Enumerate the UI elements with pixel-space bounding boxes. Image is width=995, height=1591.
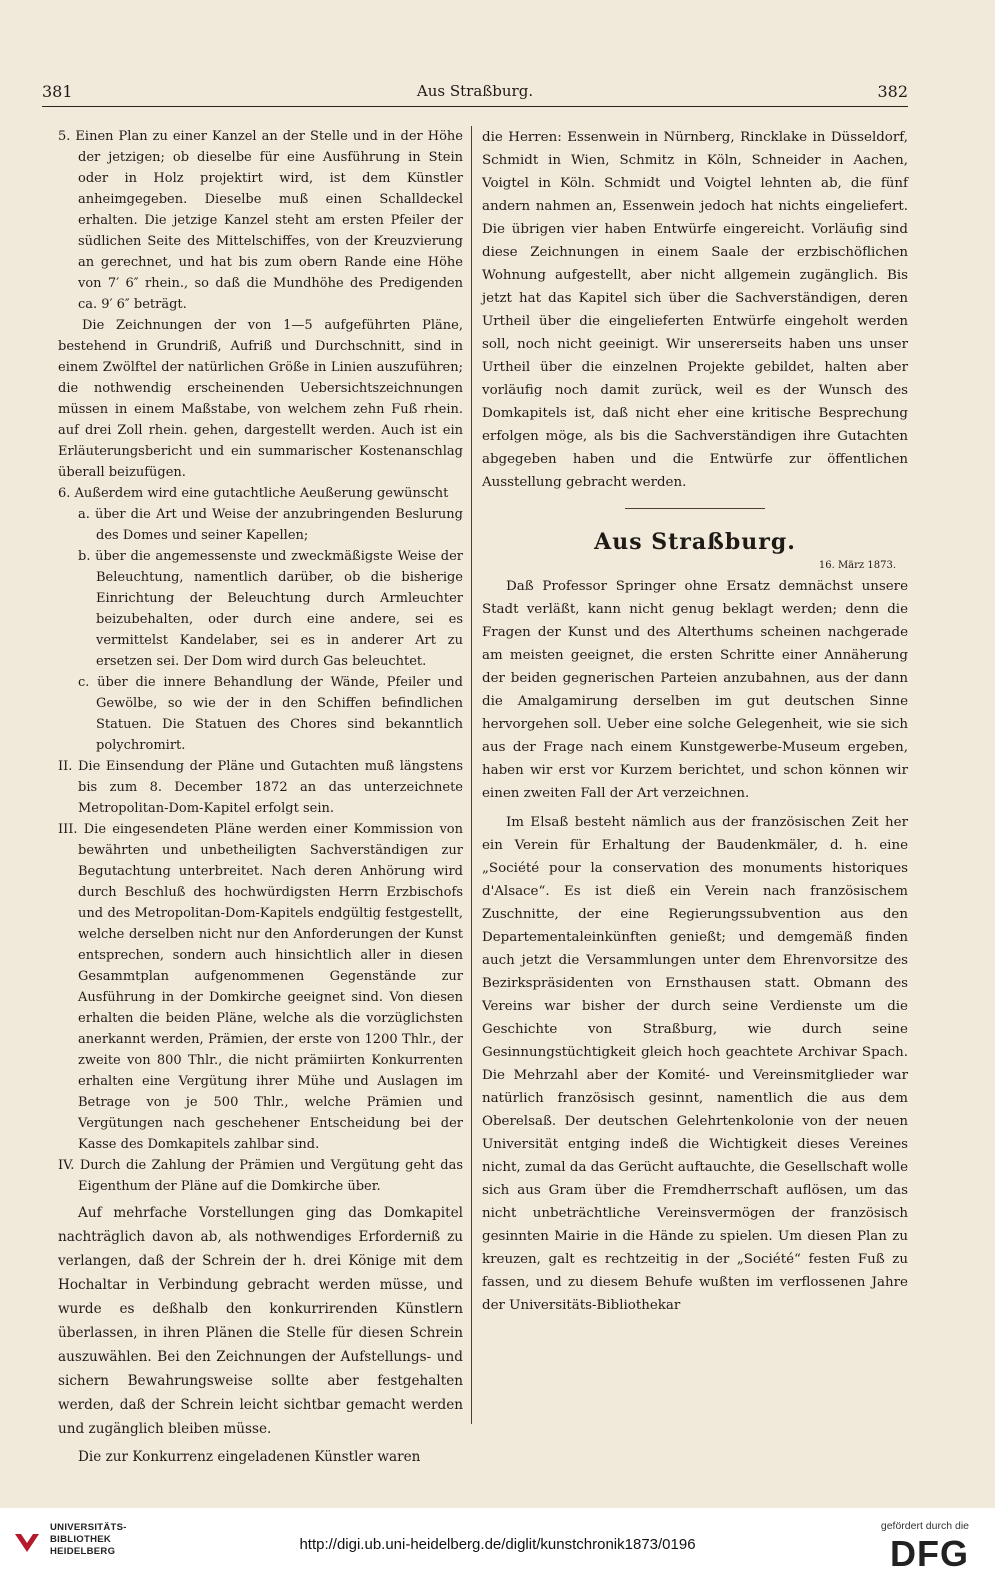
left-paragraph: 5. Einen Plan zu einer Kanzel an der Stelle und in der Höhe der jetzigen; ob dieselbe für eine Ausführung in Stein oder in Holz projektirt wird, ist dem Künstler anheimgegeben. Dieselbe muß einen Schalldeckel erhalten. Die jetzige Kanzel steht am ersten Pfeiler der südlichen Seite des Mittelschiffes, von der Kreuzvierung an gerechnet, und hat bis zum obern Rande eine Höhe von 7′ 6″ rhein., so daß die Mundhöhe des Predigenden ca. 9′ 6″ beträgt.	[58, 129, 463, 312]
source-url-link[interactable]: http://digi.ub.uni-heidelberg.de/diglit/kunstchronik1873/0196	[299, 1536, 696, 1553]
left-paragraph: b. über die angemessenste und zweckmäßigste Weise der Beleuchtung, namentlich darüber, ob die bisherige Einrichtung der Beleuchtung durch Armleuchter beizubehalten, oder durch eine andere, sei es vermittelst Kandelaber, sei es in anderer Art zu ersetzen sei. Der Dom wird durch Gas beleuchtet.	[78, 549, 463, 669]
dfg-logo: DFG	[890, 1533, 969, 1574]
left-paragraph: Die zur Konkurrenz eingeladenen Künstler waren	[78, 1449, 421, 1465]
left-paragraph: II. Die Einsendung der Pläne und Gutachten muß längstens bis zum 8. December 1872 an das unterzeichnete Metropolitan-Dom-Kapitel erfolgt sein.	[58, 759, 463, 816]
page-number-right: 382	[877, 82, 908, 101]
running-head	[42, 78, 908, 107]
left-column	[58, 126, 463, 1465]
left-paragraph: c. über die innere Behandlung der Wände, Pfeiler und Gewölbe, so wie der in den Schiffen befindlichen Statuen. Die Statuen des Chores sind bekanntlich polychromirt.	[78, 675, 463, 753]
funded-by-label: gefördert durch die	[880, 1520, 969, 1532]
left-paragraph: a. über die Art und Weise der anzubringenden Beslurung des Domes und seiner Kapellen;	[78, 507, 463, 543]
right-column	[482, 126, 908, 1426]
dateline: 16. März 1873.	[818, 560, 896, 571]
left-paragraph: 6. Außerdem wird eine gutachtliche Aeußerung gewünscht	[58, 486, 449, 501]
left-paragraph: IV. Durch die Zahlung der Prämien und Vergütung geht das Eigenthum der Pläne auf die Domkirche über.	[58, 1158, 463, 1194]
institution-line: HEIDELBERG	[50, 1546, 116, 1557]
page-number-left: 381	[42, 82, 73, 101]
left-paragraph: Auf mehrfache Vorstellungen ging das Domkapitel nachträglich davon ab, als nothwendiges Erforderniß zu verlangen, daß der Schrein der h. drei Könige mit dem Hochaltar in Verbindung gebracht werden müsse, und wurde es deßhalb den konkurrirenden Künstlern überlassen, in ihren Plänen die Stelle für diesen Schrein auszuwählen. Bei den Zeichnungen der Aufstellungs- und sichern Bewahrungsweise sollte aber festgehalten werden, daß der Schrein leicht sichtbar gemacht werden und zugänglich bleiben müsse.	[58, 1205, 463, 1437]
continuation-paragraph: die Herren: Essenwein in Nürnberg, Rincklake in Düsseldorf, Schmidt in Wien, Schmitz in Köln, Schneider in Aachen, Voigtel in Köln. Schmidt und Voigtel lehnten ab, die fünf andern nahmen an, Essenwein jedoch hat nichts eingeliefert. Die übrigen vier haben Entwürfe eingereicht. Vorläufig sind diese Zeichnungen in einem Saale der erzbischöflichen Wohnung aufgestellt, aber nicht allgemein zugänglich. Bis jetzt hat das Kapitel sich über die Sachverständigen, deren Urtheil über die eingelieferten Entwürfe eingeholt werden soll, noch nicht geeinigt. Wir unsererseits haben uns unser Urtheil über die einzelnen Projekte gebildet, halten aber vorläufig noch damit zurück, weil es der Wunsch des Domkapitels ist, daß nicht eher eine kritische Besprechung erfolgen möge, als bis die Sachverständigen ihre Gutachten abgegeben haben und die Entwürfe zur öffentlichen Ausstellung gebracht werden.	[482, 130, 908, 490]
article-paragraph: Im Elsaß besteht nämlich aus der französischen Zeit her ein Verein für Erhaltung der Baudenkmäler, d. h. eine „Société pour la conservation des monuments historiques d'Alsace“. Es ist dieß ein Verein nach französischem Zuschnitte, der eine Regierungssubvention aus den Departementaleinkünften genießt; und demgemäß finden auch jetzt die Versammlungen unter dem Ehrenvorsitze des Bezirkspräsidenten von Ernsthausen statt. Obmann des Vereins war bisher der durch seine Verdienste um die Geschichte von Straßburg, wie durch seine Gesinnungstüchtigkeit gleich hoch geachtete Archivar Spach. Die Mehrzahl aber der Komité- und Vereinsmitglieder war natürlich französisch gesinnt, namentlich die aus dem Oberelsaß. Der deutschen Gelehrtenkolonie von der neuen Universität entging indeß die Wichtigkeit dieses Vereines nicht, zumal da das Gerücht auftauchte, die Gesellschaft wolle sich aus Gram über die Fremdherrschaft auflösen, um das nicht unbeträchtliche Vereinsvermögen der französisch gesinnten Mairie in die Hände zu spielen. Um diesen Plan zu kreuzen, galt es rechtzeitig in der „Société“ festen Fuß zu fassen, und zu diesem Behufe wußten im verflossenen Jahre der Universitäts-Bibliothekar	[482, 815, 908, 1313]
column-divider	[471, 126, 472, 1424]
institution-line: BIBLIOTHEK	[50, 1534, 112, 1545]
institution-line: UNIVERSITÄTS-	[50, 1522, 127, 1533]
left-paragraph: Die Zeichnungen der von 1—5 aufgeführten Pläne, bestehend in Grundriß, Aufriß und Durchschnitt, sind in einem Zwölftel der natürlichen Größe in Linien auszuführen; die nothwendig erscheinenden Uebersichtszeichnungen müssen in einem Maßstabe, von welchem zehn Fuß rhein. auf drei Zoll rhein. gehen, dargestellt werden. Auch ist ein Erläuterungsbericht und ein summarischer Kostenanschlag überall beizufügen.	[58, 318, 463, 480]
left-paragraph: III. Die eingesendeten Pläne werden einer Kommission von bewährten und unbetheiligten Sachverständigen zur Begutachtung unterbreitet. Nach deren Anhörung wird durch Beschluß des hochwürdigsten Herrn Erzbischofs und des Metropolitan-Dom-Kapitels endgültig festgestellt, welche derselben nicht nur den Anforderungen der Kunst entsprechen, sondern auch hinsichtlich aller in diesen Gesammtplan aufgenommenen Gegenstände zur Ausführung in der Domkirche geeignet sind. Von diesen erhalten die beiden Pläne, welche als die vorzüglichsten anerkannt werden, Prämien, der erste von 1200 Thlr., der zweite von 800 Thlr., die nicht prämiirten Konkurrenten erhalten eine Vergütung ihrer Mühe und Auslagen im Betrage von je 500 Thlr., welche Prämien und Vergütungen nach geschehener Entscheidung bei der Kasse des Domkapitels zahlbar sind.	[58, 822, 463, 1152]
section-title: Aus Straßburg.	[594, 529, 796, 555]
running-title: Aus Straßburg.	[416, 82, 534, 100]
article-paragraph: Daß Professor Springer ohne Ersatz demnächst unsere Stadt verläßt, kann nicht genug beklagt werden; denn die Fragen der Kunst und des Alterthums scheinen nachgerade am meisten geeignet, die ersten Schritte einer Annäherung der beiden gegnerischen Parteien anzubahnen, aus der dann die Amalgamirung derselben im gut deutschen Sinne hervorgehen soll. Ueber eine solche Gelegenheit, wie sie sich aus der Frage nach einem Kunstgewerbe-Museum ergeben, haben wir erst vor Kurzem berichtet, und schon können wir einen zweiten Fall der Art verzeichnen.	[482, 579, 908, 801]
footer-bar	[0, 1508, 995, 1591]
section-separator	[625, 508, 765, 509]
